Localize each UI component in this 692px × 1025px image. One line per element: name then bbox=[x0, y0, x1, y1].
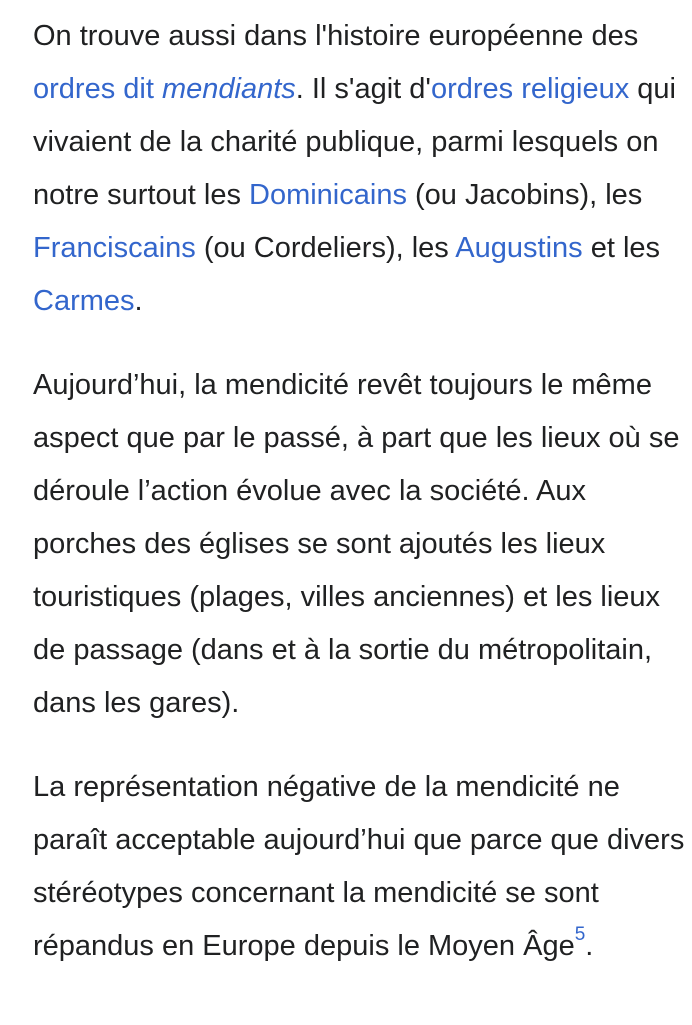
paragraph-text: qui vivaient de la charité publique, parmi lesquels on notre surtout les bbox=[33, 73, 676, 211]
link-franciscains[interactable]: Franciscains bbox=[33, 232, 196, 264]
paragraph bbox=[33, 10, 685, 328]
link-text: ordres dit bbox=[33, 73, 162, 105]
link-ordres-mendiants[interactable] bbox=[33, 73, 296, 105]
paragraph bbox=[33, 761, 685, 973]
link-dominicains[interactable]: Dominicains bbox=[249, 179, 407, 211]
link-carmes[interactable]: Carmes bbox=[33, 285, 135, 317]
paragraph-text: La représentation négative de la mendicité ne paraît acceptable aujourd’hui que parce que divers stéréotypes concernant la mendicité se sont répandus en Europe depuis le Moyen Âge bbox=[33, 771, 685, 962]
reference-link[interactable]: 5 bbox=[574, 924, 586, 945]
paragraph-text: (ou Cordeliers), les bbox=[195, 232, 456, 264]
paragraph-text: et les bbox=[582, 232, 661, 264]
paragraph-text: . bbox=[585, 930, 594, 962]
paragraph-text: . Il s'agit d' bbox=[295, 73, 431, 105]
paragraph-text: . bbox=[134, 285, 143, 317]
article-body bbox=[33, 10, 685, 1004]
paragraph-text: On trouve aussi dans l'histoire européenne des bbox=[33, 20, 639, 52]
paragraph-text: (ou Jacobins), les bbox=[406, 179, 643, 211]
link-text-italic: mendiants bbox=[161, 73, 296, 105]
paragraph bbox=[33, 359, 685, 730]
link-ordres-religieux[interactable]: ordres religieux bbox=[430, 73, 630, 105]
paragraph-text: Aujourd’hui, la mendicité revêt toujours le même aspect que par le passé, à part que les lieux où se déroule l’action évolue avec la société. Aux porches des églises se sont ajoutés les lieux touristiques (plages, villes anciennes) et les lieux de passage (dans et à la sortie du métropolitain, dans les gares). bbox=[33, 369, 680, 719]
link-augustins[interactable]: Augustins bbox=[455, 232, 583, 264]
